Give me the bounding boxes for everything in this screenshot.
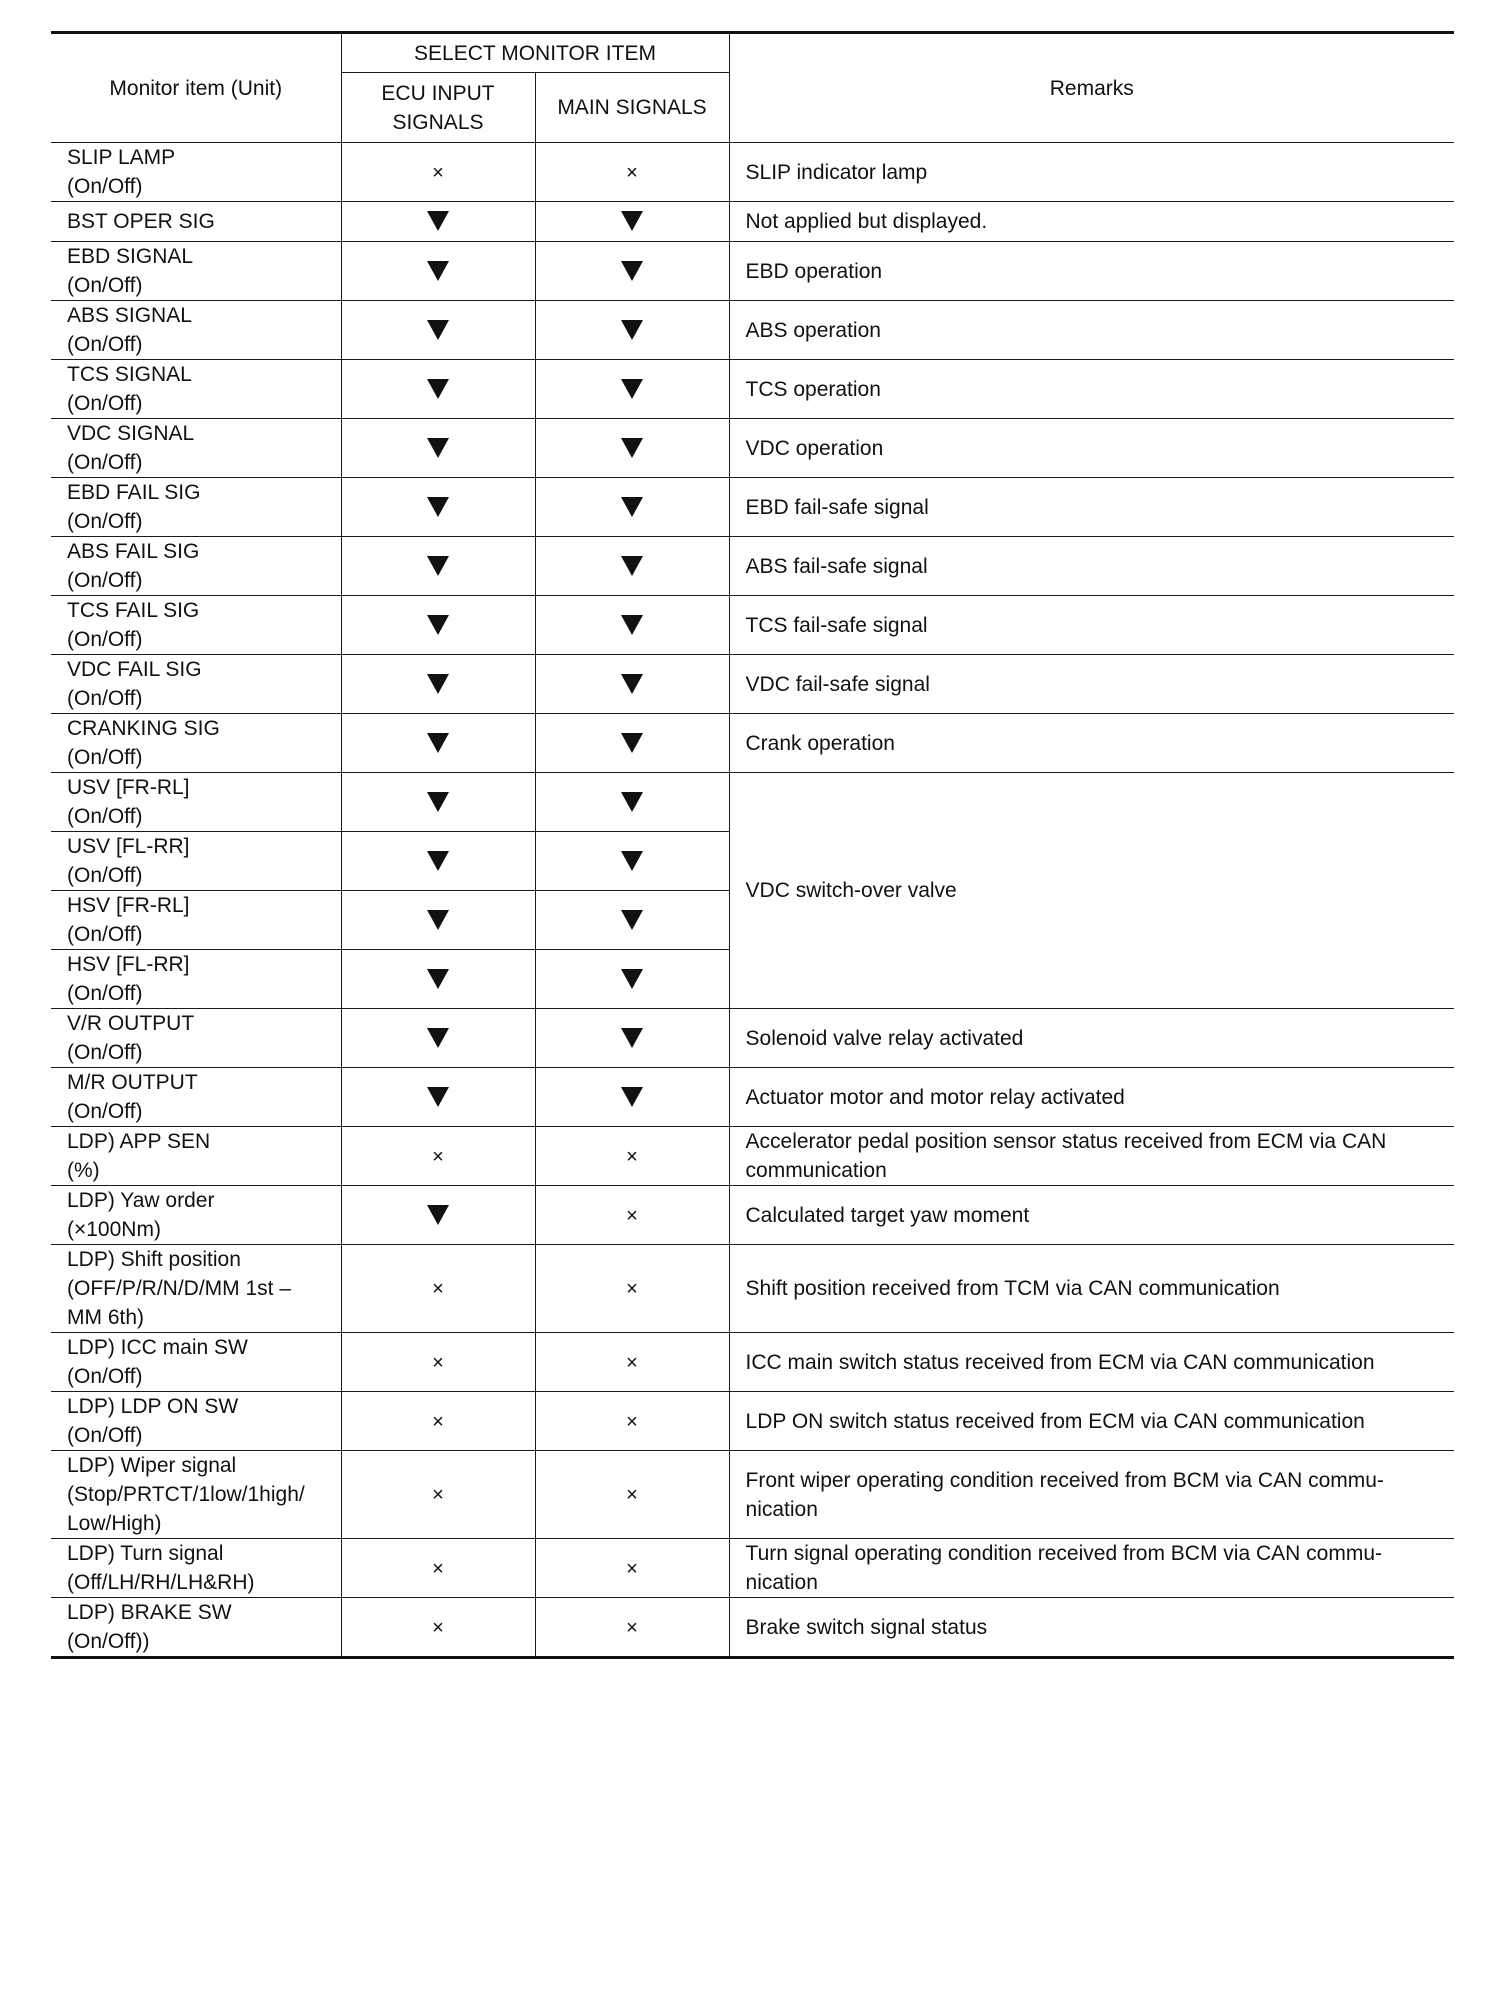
remarks-text: ABS fail-safe signal xyxy=(745,554,928,578)
table-row xyxy=(51,242,1454,301)
table-row xyxy=(51,478,1454,537)
selected-mark-icon xyxy=(621,969,643,989)
not-selected-mark-icon: × xyxy=(626,1145,638,1168)
monitor-item-cell xyxy=(51,832,341,891)
monitor-item-line: LDP) APP SEN xyxy=(67,1130,211,1153)
selected-mark-icon xyxy=(621,261,643,281)
monitor-item-cell xyxy=(51,202,341,242)
main-signals-mark-cell xyxy=(535,419,729,478)
selected-mark-icon xyxy=(621,1028,643,1048)
main-signals-mark-cell xyxy=(535,1186,729,1245)
remarks-cell xyxy=(729,596,1454,655)
selected-mark-icon xyxy=(427,910,449,930)
table-row xyxy=(51,1598,1454,1658)
monitor-item-line: CRANKING SIG xyxy=(67,717,220,740)
main-signals-mark-cell xyxy=(535,1598,729,1658)
monitor-item-line: (On/Off) xyxy=(67,510,143,533)
selected-mark-icon xyxy=(427,211,449,231)
ecu-input-mark-cell xyxy=(341,1392,535,1451)
monitor-item-cell xyxy=(51,1009,341,1068)
remarks-text: VDC switch-over valve xyxy=(745,879,957,902)
not-selected-mark-icon: × xyxy=(432,1351,444,1374)
monitor-item-cell xyxy=(51,1245,341,1333)
remarks-text: TCS operation xyxy=(745,377,881,401)
monitor-item-line: (On/Off) xyxy=(67,864,143,887)
remarks-cell xyxy=(729,1127,1454,1186)
monitor-item-line: (On/Off) xyxy=(67,923,143,946)
main-signals-mark-cell xyxy=(535,1539,729,1598)
not-selected-mark-icon: × xyxy=(432,1616,444,1639)
remarks-text: Not applied but displayed. xyxy=(745,210,988,233)
remarks-cell xyxy=(729,1333,1454,1392)
monitor-item-line: ABS FAIL SIG xyxy=(67,540,200,563)
remarks-cell xyxy=(729,419,1454,478)
selected-mark-icon xyxy=(427,969,449,989)
monitor-item-line: USV [FR-RL] xyxy=(67,776,190,799)
ecu-input-mark-cell xyxy=(341,478,535,537)
monitor-item-line: TCS FAIL SIG xyxy=(67,599,200,622)
selected-mark-icon xyxy=(427,379,449,399)
selected-mark-icon xyxy=(621,556,643,576)
monitor-item-cell xyxy=(51,950,341,1009)
monitor-item-line: (On/Off) xyxy=(67,569,143,592)
ecu-input-mark-cell xyxy=(341,419,535,478)
header-select-monitor-item: SELECT MONITOR ITEM xyxy=(341,33,729,73)
remarks-text: SLIP indicator lamp xyxy=(745,160,928,184)
not-selected-mark-icon: × xyxy=(626,161,638,184)
remarks-text: Brake switch signal status xyxy=(745,1615,988,1639)
monitor-item-cell xyxy=(51,1451,341,1539)
monitor-item-line: LDP) ICC main SW xyxy=(67,1336,248,1359)
remarks-cell xyxy=(729,773,1454,1009)
ecu-input-mark-cell xyxy=(341,301,535,360)
monitor-item-line: (Stop/PRTCT/1low/1high/ xyxy=(67,1483,305,1506)
remarks-text: LDP ON switch status received from ECM via CAN communication xyxy=(745,1409,1365,1433)
monitor-item-cell xyxy=(51,360,341,419)
main-signals-mark-cell xyxy=(535,773,729,832)
table-row xyxy=(51,655,1454,714)
remarks-text: Shift position received from TCM via CAN communication xyxy=(745,1277,1280,1300)
not-selected-mark-icon: × xyxy=(432,1278,444,1301)
monitor-item-line: USV [FL-RR] xyxy=(67,835,190,858)
monitor-item-line: VDC SIGNAL xyxy=(67,422,195,445)
remarks-cell xyxy=(729,202,1454,242)
selected-mark-icon xyxy=(621,792,643,812)
table-row xyxy=(51,1127,1454,1186)
header-remarks: Remarks xyxy=(729,33,1454,143)
monitor-item-line: (%) xyxy=(67,1159,100,1182)
table-row xyxy=(51,301,1454,360)
remarks-text: ICC main switch status received from ECM via CAN communication xyxy=(745,1350,1375,1374)
table-body xyxy=(51,143,1454,1658)
monitor-item-line: (On/Off) xyxy=(67,805,143,828)
table-row xyxy=(51,1009,1454,1068)
ecu-input-mark-cell xyxy=(341,655,535,714)
selected-mark-icon xyxy=(427,438,449,458)
not-selected-mark-icon: × xyxy=(626,1616,638,1639)
remarks-text: VDC operation xyxy=(745,436,884,460)
remarks-cell xyxy=(729,242,1454,301)
main-signals-mark-cell xyxy=(535,478,729,537)
main-signals-mark-cell xyxy=(535,714,729,773)
not-selected-mark-icon: × xyxy=(626,1410,638,1433)
ecu-input-mark-cell xyxy=(341,202,535,242)
remarks-cell xyxy=(729,1245,1454,1333)
main-signals-mark-cell xyxy=(535,301,729,360)
not-selected-mark-icon: × xyxy=(432,161,444,184)
monitor-item-line: (On/Off)) xyxy=(67,1630,150,1653)
monitor-item-line: LDP) BRAKE SW xyxy=(67,1601,232,1624)
remarks-cell xyxy=(729,1539,1454,1598)
monitor-item-line: (×100Nm) xyxy=(67,1218,161,1241)
not-selected-mark-icon: × xyxy=(626,1278,638,1301)
monitor-item-line: EBD FAIL SIG xyxy=(67,481,201,504)
monitor-item-line: (Off/LH/RH/LH&RH) xyxy=(67,1571,255,1594)
remarks-cell xyxy=(729,537,1454,596)
remarks-text: Turn signal operating condition received from BCM via CAN commu-nication xyxy=(745,1542,1382,1594)
monitor-item-cell xyxy=(51,419,341,478)
remarks-text: ABS operation xyxy=(745,318,881,342)
ecu-input-mark-cell xyxy=(341,360,535,419)
table-header xyxy=(51,33,1454,143)
ecu-input-mark-cell xyxy=(341,1245,535,1333)
selected-mark-icon xyxy=(427,792,449,812)
monitor-item-line: LDP) Wiper signal xyxy=(67,1454,237,1477)
ecu-input-mark-cell xyxy=(341,596,535,655)
selected-mark-icon xyxy=(621,211,643,231)
main-signals-mark-cell xyxy=(535,655,729,714)
remarks-cell xyxy=(729,1598,1454,1658)
selected-mark-icon xyxy=(427,556,449,576)
main-signals-mark-cell xyxy=(535,1451,729,1539)
main-signals-mark-cell xyxy=(535,1392,729,1451)
header-main-signals: MAIN SIGNALS xyxy=(535,73,729,143)
remarks-text: Crank operation xyxy=(745,731,895,755)
monitor-item-line: (On/Off) xyxy=(67,1424,143,1447)
ecu-input-mark-cell xyxy=(341,1127,535,1186)
monitor-item-line: LDP) Shift position xyxy=(67,1248,241,1271)
selected-mark-icon xyxy=(427,261,449,281)
not-selected-mark-icon: × xyxy=(432,1557,444,1580)
remarks-cell xyxy=(729,1009,1454,1068)
remarks-text: Accelerator pedal position sensor status received from ECM via CAN communication xyxy=(745,1130,1387,1182)
monitor-item-line: MM 6th) xyxy=(67,1306,145,1329)
monitor-item-line: V/R OUTPUT xyxy=(67,1012,195,1035)
header-ecu-input-line-2: SIGNALS xyxy=(392,110,484,134)
not-selected-mark-icon: × xyxy=(626,1484,638,1507)
table-row xyxy=(51,537,1454,596)
not-selected-mark-icon: × xyxy=(626,1557,638,1580)
header-ecu-input-signals xyxy=(341,73,535,143)
selected-mark-icon xyxy=(427,1028,449,1048)
monitor-item-cell xyxy=(51,714,341,773)
ecu-input-mark-cell xyxy=(341,1068,535,1127)
monitor-item-line: BST OPER SIG xyxy=(67,210,215,233)
table-row xyxy=(51,1333,1454,1392)
header-monitor-item: Monitor item (Unit) xyxy=(51,33,341,143)
ecu-input-mark-cell xyxy=(341,1539,535,1598)
monitor-item-cell xyxy=(51,596,341,655)
ecu-input-mark-cell xyxy=(341,242,535,301)
table-row xyxy=(51,1068,1454,1127)
monitor-item-cell xyxy=(51,1333,341,1392)
remarks-cell xyxy=(729,143,1454,202)
monitor-item-line: (On/Off) xyxy=(67,333,143,356)
selected-mark-icon xyxy=(621,910,643,930)
header-ecu-input-line-1: ECU INPUT xyxy=(381,81,495,105)
main-signals-mark-cell xyxy=(535,950,729,1009)
remarks-text: Front wiper operating condition received from BCM via CAN commu-nication xyxy=(745,1468,1384,1521)
remarks-text: Calculated target yaw moment xyxy=(745,1203,1030,1227)
remarks-cell xyxy=(729,360,1454,419)
monitor-item-table xyxy=(51,31,1454,1659)
selected-mark-icon xyxy=(621,674,643,694)
monitor-item-line: (On/Off) xyxy=(67,628,143,651)
ecu-input-mark-cell xyxy=(341,143,535,202)
monitor-item-cell xyxy=(51,1068,341,1127)
monitor-item-line: (On/Off) xyxy=(67,687,143,710)
selected-mark-icon xyxy=(621,851,643,871)
main-signals-mark-cell xyxy=(535,1009,729,1068)
monitor-item-line: VDC FAIL SIG xyxy=(67,658,202,681)
main-signals-mark-cell xyxy=(535,1127,729,1186)
monitor-item-cell xyxy=(51,242,341,301)
remarks-text: TCS fail-safe signal xyxy=(745,613,928,637)
selected-mark-icon xyxy=(621,733,643,753)
table-row xyxy=(51,1186,1454,1245)
table-row xyxy=(51,1451,1454,1539)
not-selected-mark-icon: × xyxy=(432,1484,444,1507)
selected-mark-icon xyxy=(427,733,449,753)
not-selected-mark-icon: × xyxy=(432,1410,444,1433)
ecu-input-mark-cell xyxy=(341,1598,535,1658)
remarks-text: EBD fail-safe signal xyxy=(745,495,929,519)
selected-mark-icon xyxy=(427,674,449,694)
selected-mark-icon xyxy=(427,615,449,635)
main-signals-mark-cell xyxy=(535,891,729,950)
monitor-item-line: (On/Off) xyxy=(67,274,143,297)
main-signals-mark-cell xyxy=(535,1333,729,1392)
main-signals-mark-cell xyxy=(535,360,729,419)
monitor-item-cell xyxy=(51,1392,341,1451)
monitor-item-line: Low/High) xyxy=(67,1512,162,1535)
selected-mark-icon xyxy=(427,1087,449,1107)
monitor-item-cell xyxy=(51,1127,341,1186)
monitor-item-line: HSV [FL-RR] xyxy=(67,953,190,976)
table-row xyxy=(51,1539,1454,1598)
monitor-item-line: LDP) LDP ON SW xyxy=(67,1395,239,1418)
selected-mark-icon xyxy=(427,851,449,871)
monitor-item-cell xyxy=(51,1186,341,1245)
remarks-text: Solenoid valve relay activated xyxy=(745,1026,1024,1050)
main-signals-mark-cell xyxy=(535,143,729,202)
table-row xyxy=(51,143,1454,202)
main-signals-mark-cell xyxy=(535,242,729,301)
ecu-input-mark-cell xyxy=(341,832,535,891)
selected-mark-icon xyxy=(621,438,643,458)
main-signals-mark-cell xyxy=(535,1245,729,1333)
remarks-cell xyxy=(729,478,1454,537)
monitor-item-cell xyxy=(51,537,341,596)
selected-mark-icon xyxy=(427,1205,449,1225)
remarks-text: VDC fail-safe signal xyxy=(745,672,930,696)
main-signals-mark-cell xyxy=(535,202,729,242)
table-row xyxy=(51,596,1454,655)
monitor-item-cell xyxy=(51,478,341,537)
monitor-item-line: LDP) Yaw order xyxy=(67,1189,215,1212)
monitor-item-line: HSV [FR-RL] xyxy=(67,894,190,917)
not-selected-mark-icon: × xyxy=(432,1145,444,1168)
table-row xyxy=(51,360,1454,419)
remarks-cell xyxy=(729,1186,1454,1245)
table-row xyxy=(51,773,1454,832)
monitor-item-line: (On/Off) xyxy=(67,746,143,769)
selected-mark-icon xyxy=(427,497,449,517)
not-selected-mark-icon: × xyxy=(626,1204,638,1227)
table-row xyxy=(51,419,1454,478)
ecu-input-mark-cell xyxy=(341,1009,535,1068)
monitor-item-line: (On/Off) xyxy=(67,392,143,415)
ecu-input-mark-cell xyxy=(341,714,535,773)
selected-mark-icon xyxy=(427,320,449,340)
remarks-cell xyxy=(729,1068,1454,1127)
monitor-item-line: (On/Off) xyxy=(67,1041,143,1064)
monitor-item-line: (On/Off) xyxy=(67,175,143,198)
remarks-text: Actuator motor and motor relay activated xyxy=(745,1085,1125,1109)
main-signals-mark-cell xyxy=(535,1068,729,1127)
ecu-input-mark-cell xyxy=(341,537,535,596)
remarks-cell xyxy=(729,301,1454,360)
monitor-item-cell xyxy=(51,891,341,950)
monitor-item-line: (On/Off) xyxy=(67,982,143,1005)
remarks-cell xyxy=(729,1392,1454,1451)
monitor-item-line: ABS SIGNAL xyxy=(67,304,192,327)
monitor-item-cell xyxy=(51,1598,341,1658)
monitor-item-cell xyxy=(51,301,341,360)
ecu-input-mark-cell xyxy=(341,1333,535,1392)
monitor-item-line: (On/Off) xyxy=(67,1100,143,1123)
monitor-item-line: (On/Off) xyxy=(67,1365,143,1388)
monitor-item-line: M/R OUTPUT xyxy=(67,1071,198,1094)
table-row xyxy=(51,714,1454,773)
selected-mark-icon xyxy=(621,1087,643,1107)
monitor-item-cell xyxy=(51,773,341,832)
selected-mark-icon xyxy=(621,379,643,399)
selected-mark-icon xyxy=(621,615,643,635)
ecu-input-mark-cell xyxy=(341,1186,535,1245)
monitor-item-line: EBD SIGNAL xyxy=(67,245,194,268)
monitor-item-line: (OFF/P/R/N/D/MM 1st – xyxy=(67,1277,292,1300)
main-signals-mark-cell xyxy=(535,537,729,596)
selected-mark-icon xyxy=(621,497,643,517)
remarks-cell xyxy=(729,655,1454,714)
monitor-item-line: SLIP LAMP xyxy=(67,146,176,169)
ecu-input-mark-cell xyxy=(341,950,535,1009)
ecu-input-mark-cell xyxy=(341,891,535,950)
selected-mark-icon xyxy=(621,320,643,340)
ecu-input-mark-cell xyxy=(341,773,535,832)
ecu-input-mark-cell xyxy=(341,1451,535,1539)
table-row xyxy=(51,1392,1454,1451)
not-selected-mark-icon: × xyxy=(626,1351,638,1374)
remarks-text: EBD operation xyxy=(745,259,883,283)
remarks-cell xyxy=(729,1451,1454,1539)
monitor-item-line: LDP) Turn signal xyxy=(67,1542,224,1565)
main-signals-mark-cell xyxy=(535,832,729,891)
monitor-item-cell xyxy=(51,143,341,202)
table-row xyxy=(51,202,1454,242)
main-signals-mark-cell xyxy=(535,596,729,655)
monitor-item-cell xyxy=(51,655,341,714)
monitor-item-line: (On/Off) xyxy=(67,451,143,474)
remarks-cell xyxy=(729,714,1454,773)
monitor-item-line: TCS SIGNAL xyxy=(67,363,192,386)
table-row xyxy=(51,1245,1454,1333)
monitor-item-cell xyxy=(51,1539,341,1598)
